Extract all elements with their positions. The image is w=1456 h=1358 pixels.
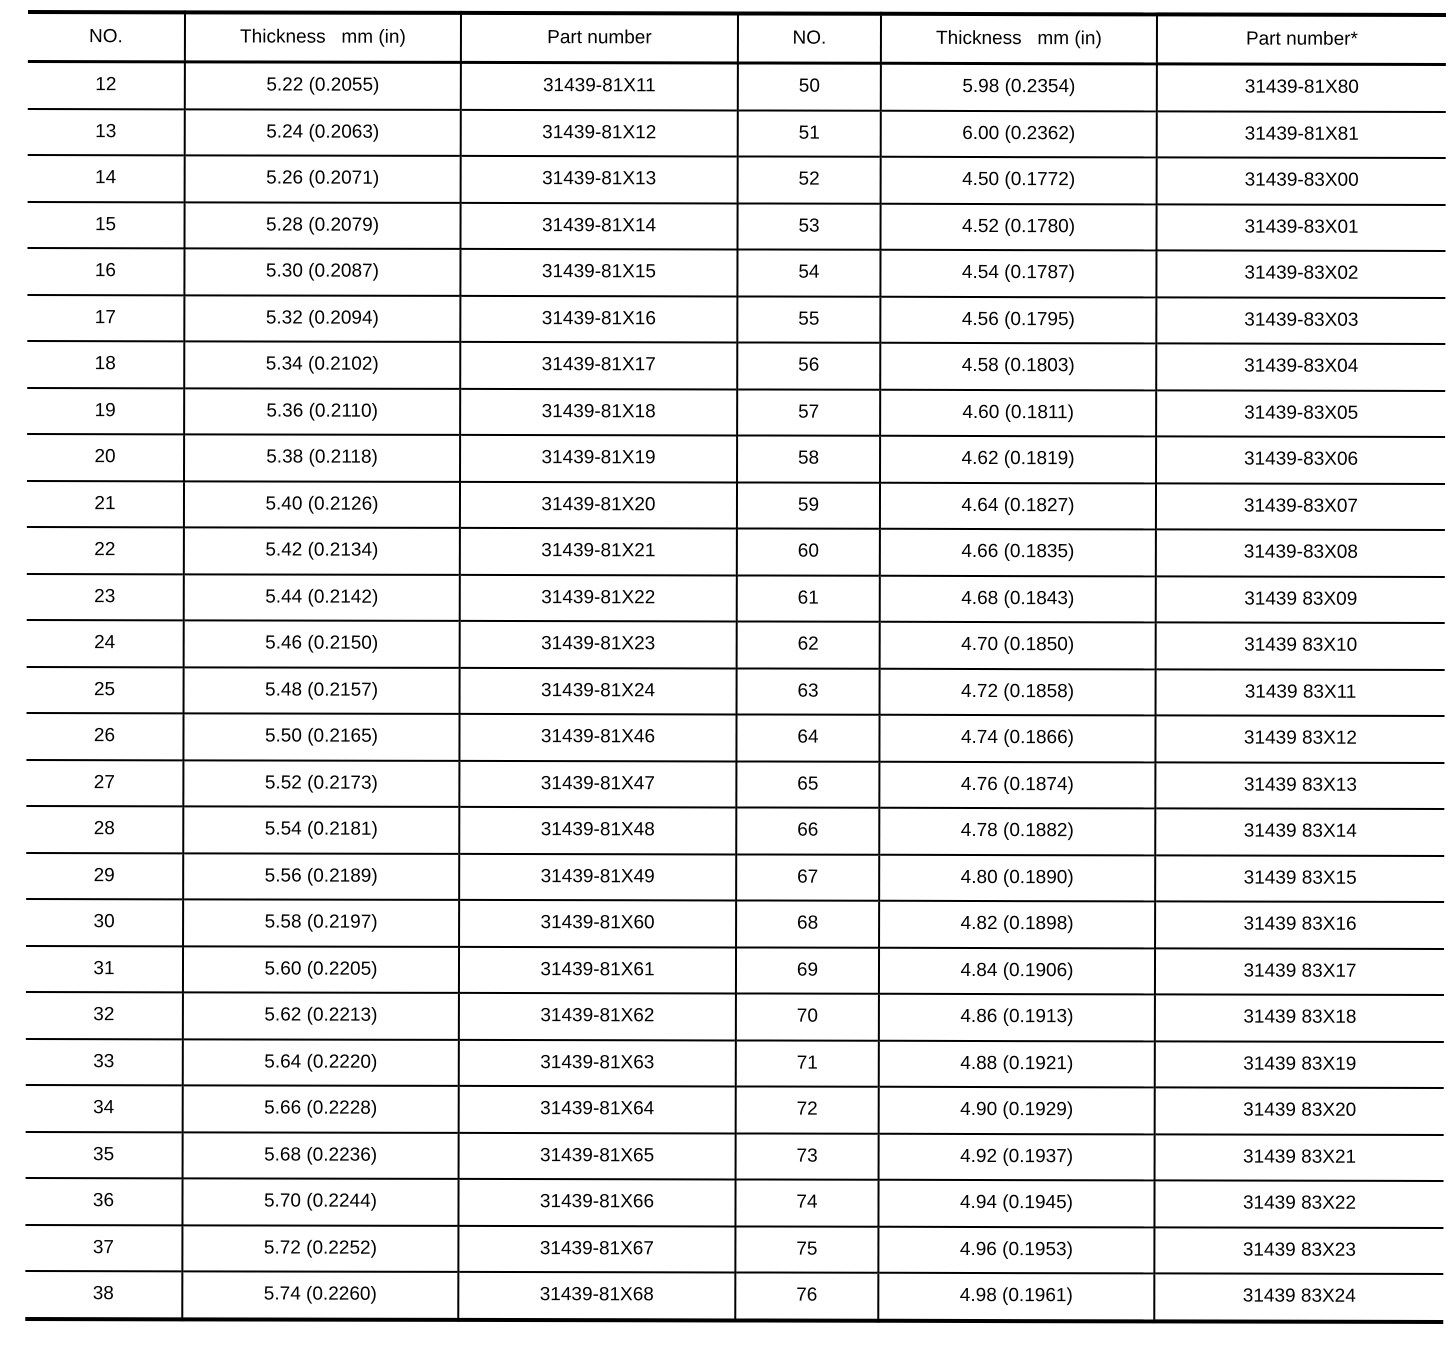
cell-thickness-right: 5.98 (0.2354) xyxy=(881,63,1157,111)
cell-part-number-left: 31439-81X49 xyxy=(459,853,736,900)
cell-no-left: 23 xyxy=(94,585,116,607)
cell-no-left: 25 xyxy=(93,678,116,700)
cell-part-number-right: 31439-83X04 xyxy=(1156,343,1445,390)
cell-no-right: 57 xyxy=(737,389,880,436)
cell-part-number-right: 31439 83X21 xyxy=(1155,1134,1444,1181)
cell-part-number-right: 31439 83X24 xyxy=(1154,1273,1443,1321)
cell-no-left: 32 xyxy=(93,1004,115,1026)
cell-thickness-right: 4.62 (0.1819) xyxy=(880,436,1156,483)
cell-no-right: 70 xyxy=(736,993,879,1040)
cell-part-number-right: 31439-83X06 xyxy=(1156,436,1445,483)
table-row xyxy=(28,155,1446,204)
cell-thickness-right: 4.88 (0.1921) xyxy=(879,1040,1155,1087)
cell-no-left: 19 xyxy=(94,399,116,421)
table-row xyxy=(26,852,1444,901)
cell-part-number-right: 31439 83X23 xyxy=(1154,1227,1443,1274)
cell-part-number-right: 31439 83X15 xyxy=(1155,855,1444,902)
cell-no-left: 15 xyxy=(94,213,117,235)
cell-part-number-left: 31439-81X68 xyxy=(458,1272,735,1320)
cell-part-number-right: 31439 83X11 xyxy=(1156,669,1445,716)
cell-no-left: 22 xyxy=(94,539,116,561)
cell-part-number-left: 31439-81X65 xyxy=(459,1132,736,1179)
table-row xyxy=(25,1271,1443,1321)
table-row xyxy=(27,480,1445,529)
cell-thickness-left: 5.40 (0.2126) xyxy=(184,481,460,528)
cell-no-left: 28 xyxy=(93,818,115,840)
cell-thickness-right: 4.76 (0.1874) xyxy=(879,761,1155,808)
header-thickness-right: Thickness mm (in) xyxy=(881,14,1157,64)
cell-no-left: 26 xyxy=(93,725,116,747)
cell-no-right: 54 xyxy=(737,249,880,296)
cell-thickness-left: 5.46 (0.2150) xyxy=(184,620,460,667)
cell-no-left: 14 xyxy=(95,167,117,189)
cell-part-number-left: 31439-81X48 xyxy=(459,807,736,854)
cell-part-number-right: 31439-83X03 xyxy=(1156,297,1445,344)
cell-thickness-right: 6.00 (0.2362) xyxy=(881,110,1157,157)
cell-part-number-right: 31439 83X17 xyxy=(1155,948,1444,995)
table-row xyxy=(26,899,1444,948)
cell-no-left: 16 xyxy=(94,260,117,282)
cell-no-right: 64 xyxy=(736,714,879,761)
cell-no-left: 17 xyxy=(94,306,116,328)
header-row xyxy=(28,12,1446,64)
cell-part-number-left: 31439-81X63 xyxy=(459,1039,736,1086)
cell-no-left: 20 xyxy=(94,446,116,468)
cell-no-left: 27 xyxy=(93,771,115,793)
cell-thickness-right: 4.58 (0.1803) xyxy=(880,343,1156,390)
cell-part-number-left: 31439-81X60 xyxy=(459,900,736,947)
header-thickness-left: Thickness mm (in) xyxy=(185,12,461,62)
cell-part-number-left: 31439-81X17 xyxy=(460,342,737,389)
cell-part-number-left: 31439-81X21 xyxy=(460,528,737,575)
cell-thickness-left: 5.34 (0.2102) xyxy=(184,341,460,388)
table-header xyxy=(28,12,1446,64)
cell-part-number-right: 31439-83X00 xyxy=(1157,157,1446,204)
table-row xyxy=(26,1131,1444,1180)
table-row xyxy=(28,108,1446,157)
cell-no-right: 72 xyxy=(736,1086,879,1133)
cell-thickness-left: 5.70 (0.2244) xyxy=(182,1178,458,1225)
cell-thickness-right: 4.98 (0.1961) xyxy=(878,1273,1154,1321)
cell-part-number-right: 31439 83X19 xyxy=(1155,1041,1444,1088)
header-no-right: NO. xyxy=(738,13,881,63)
cell-thickness-right: 4.64 (0.1827) xyxy=(880,482,1156,529)
cell-thickness-left: 5.38 (0.2118) xyxy=(184,434,460,481)
cell-part-number-right: 31439-81X80 xyxy=(1157,64,1446,112)
cell-part-number-right: 31439-83X05 xyxy=(1156,390,1445,437)
cell-no-right: 59 xyxy=(737,482,880,529)
cell-no-left: 34 xyxy=(93,1097,115,1119)
cell-thickness-right: 4.78 (0.1882) xyxy=(879,808,1155,855)
header-part-number-left: Part number xyxy=(461,13,738,63)
cell-thickness-left: 5.26 (0.2071) xyxy=(185,155,461,202)
cell-thickness-left: 5.22 (0.2055) xyxy=(185,62,461,110)
table-row xyxy=(27,527,1445,576)
cell-part-number-right: 31439-83X08 xyxy=(1156,529,1445,576)
cell-no-right: 58 xyxy=(737,435,880,482)
cell-no-left: 30 xyxy=(93,911,115,933)
cell-no-right: 63 xyxy=(737,668,880,715)
cell-no-right: 55 xyxy=(737,296,880,343)
cell-thickness-right: 4.54 (0.1787) xyxy=(880,250,1156,297)
cell-thickness-left: 5.62 (0.2213) xyxy=(183,992,459,1039)
cell-thickness-right: 4.74 (0.1866) xyxy=(879,715,1155,762)
cell-thickness-left: 5.58 (0.2197) xyxy=(183,899,459,946)
cell-no-right: 50 xyxy=(738,63,881,110)
cell-thickness-left: 5.36 (0.2110) xyxy=(184,388,460,435)
cell-no-right: 51 xyxy=(738,110,881,157)
table-row xyxy=(26,713,1444,762)
cell-part-number-left: 31439-81X61 xyxy=(459,946,736,993)
cell-part-number-right: 31439 83X22 xyxy=(1154,1180,1443,1227)
table-row xyxy=(27,341,1445,390)
cell-thickness-right: 4.94 (0.1945) xyxy=(878,1180,1154,1227)
cell-part-number-left: 31439-81X62 xyxy=(459,993,736,1040)
header-part-number-right: Part number* xyxy=(1157,14,1446,64)
cell-thickness-left: 5.48 (0.2157) xyxy=(184,667,460,714)
cell-thickness-left: 5.30 (0.2087) xyxy=(184,248,460,295)
cell-no-left: 31 xyxy=(93,957,115,979)
cell-thickness-left: 5.74 (0.2260) xyxy=(182,1271,458,1319)
table-row xyxy=(26,806,1444,855)
table-row xyxy=(27,666,1445,715)
cell-part-number-left: 31439-81X20 xyxy=(460,481,737,528)
cell-no-left: 33 xyxy=(93,1050,115,1072)
cell-thickness-left: 5.64 (0.2220) xyxy=(183,1039,459,1086)
cell-part-number-right: 31439 83X09 xyxy=(1156,576,1445,623)
cell-no-right: 61 xyxy=(737,575,880,622)
cell-no-left: 29 xyxy=(93,864,115,886)
cell-no-right: 60 xyxy=(737,528,880,575)
cell-no-left: 35 xyxy=(93,1143,115,1165)
cell-part-number-left: 31439-81X13 xyxy=(461,156,738,203)
cell-thickness-right: 4.90 (0.1929) xyxy=(879,1087,1155,1134)
shim-thickness-table xyxy=(25,10,1446,1323)
cell-part-number-right: 31439 83X20 xyxy=(1155,1087,1444,1134)
cell-part-number-left: 31439-81X46 xyxy=(459,714,736,761)
table-row xyxy=(28,61,1446,111)
table-row xyxy=(27,387,1445,436)
cell-no-right: 67 xyxy=(736,854,879,901)
cell-part-number-left: 31439-81X16 xyxy=(460,295,737,342)
cell-thickness-left: 5.42 (0.2134) xyxy=(184,527,460,574)
cell-part-number-left: 31439-81X14 xyxy=(461,202,738,249)
cell-thickness-right: 4.92 (0.1937) xyxy=(879,1133,1155,1180)
cell-part-number-right: 31439 83X10 xyxy=(1156,622,1445,669)
table-row xyxy=(26,1038,1444,1087)
cell-thickness-right: 4.96 (0.1953) xyxy=(878,1226,1154,1273)
cell-part-number-right: 31439-83X02 xyxy=(1156,250,1445,297)
cell-thickness-left: 5.32 (0.2094) xyxy=(184,295,460,342)
cell-part-number-right: 31439-83X07 xyxy=(1156,483,1445,530)
cell-thickness-left: 5.44 (0.2142) xyxy=(184,574,460,621)
cell-part-number-left: 31439-81X23 xyxy=(460,621,737,668)
cell-no-left: 36 xyxy=(92,1190,115,1212)
cell-thickness-right: 4.84 (0.1906) xyxy=(879,947,1155,994)
cell-no-left: 38 xyxy=(92,1283,114,1305)
cell-thickness-left: 5.56 (0.2189) xyxy=(183,853,459,900)
cell-part-number-left: 31439-81X64 xyxy=(459,1086,736,1133)
cell-thickness-right: 4.70 (0.1850) xyxy=(880,622,1156,669)
cell-part-number-left: 31439-81X24 xyxy=(460,667,737,714)
cell-thickness-right: 4.60 (0.1811) xyxy=(880,389,1156,436)
cell-part-number-right: 31439-83X01 xyxy=(1156,204,1445,251)
cell-thickness-left: 5.54 (0.2181) xyxy=(183,806,459,853)
cell-thickness-right: 4.72 (0.1858) xyxy=(880,668,1156,715)
cell-part-number-left: 31439-81X66 xyxy=(458,1179,735,1226)
cell-no-right: 66 xyxy=(736,807,879,854)
shim-table-container xyxy=(25,10,1446,1323)
table-body xyxy=(25,61,1446,1321)
cell-part-number-left: 31439-81X18 xyxy=(460,388,737,435)
cell-part-number-left: 31439-81X47 xyxy=(459,760,736,807)
cell-no-left: 13 xyxy=(95,120,117,142)
cell-thickness-right: 4.82 (0.1898) xyxy=(879,901,1155,948)
cell-thickness-right: 4.68 (0.1843) xyxy=(880,575,1156,622)
cell-part-number-left: 31439-81X19 xyxy=(460,435,737,482)
cell-thickness-left: 5.24 (0.2063) xyxy=(185,109,461,156)
cell-no-right: 73 xyxy=(736,1133,879,1180)
cell-thickness-left: 5.72 (0.2252) xyxy=(182,1225,458,1272)
cell-no-left: 24 xyxy=(94,632,116,654)
cell-no-right: 69 xyxy=(736,947,879,994)
table-row xyxy=(25,1224,1443,1273)
cell-thickness-left: 5.52 (0.2173) xyxy=(183,760,459,807)
cell-no-right: 71 xyxy=(736,1040,879,1087)
cell-part-number-right: 31439 83X16 xyxy=(1155,901,1444,948)
table-row xyxy=(27,434,1445,483)
table-row xyxy=(27,294,1445,343)
table-row xyxy=(25,1178,1443,1227)
cell-part-number-left: 31439-81X15 xyxy=(460,249,737,296)
cell-thickness-left: 5.66 (0.2228) xyxy=(183,1085,459,1132)
table-row xyxy=(26,945,1444,994)
cell-thickness-right: 4.80 (0.1890) xyxy=(879,854,1155,901)
table-row xyxy=(27,573,1445,622)
cell-part-number-right: 31439 83X14 xyxy=(1155,808,1444,855)
cell-part-number-right: 31439 83X18 xyxy=(1155,994,1444,1041)
cell-no-right: 74 xyxy=(735,1179,878,1226)
cell-thickness-right: 4.52 (0.1780) xyxy=(880,203,1156,250)
cell-no-right: 65 xyxy=(736,761,879,808)
cell-no-right: 53 xyxy=(738,203,881,250)
header-no-left: NO. xyxy=(89,26,123,48)
cell-no-left: 12 xyxy=(95,74,117,96)
cell-thickness-right: 4.50 (0.1772) xyxy=(881,157,1157,204)
table-row xyxy=(27,620,1445,669)
cell-part-number-left: 31439-81X67 xyxy=(458,1225,735,1272)
cell-thickness-left: 5.60 (0.2205) xyxy=(183,946,459,993)
cell-thickness-left: 5.68 (0.2236) xyxy=(183,1132,459,1179)
cell-no-left: 37 xyxy=(92,1236,114,1258)
cell-no-left: 18 xyxy=(94,353,116,375)
cell-part-number-left: 31439-81X22 xyxy=(460,574,737,621)
cell-no-right: 56 xyxy=(737,342,880,389)
table-row xyxy=(26,759,1444,808)
table-row xyxy=(28,201,1446,250)
cell-part-number-right: 31439-81X81 xyxy=(1157,111,1446,158)
cell-thickness-right: 4.56 (0.1795) xyxy=(880,296,1156,343)
cell-thickness-right: 4.86 (0.1913) xyxy=(879,994,1155,1041)
cell-part-number-right: 31439 83X12 xyxy=(1155,715,1444,762)
table-row xyxy=(26,992,1444,1041)
cell-no-left: 21 xyxy=(94,492,116,514)
cell-thickness-right: 4.66 (0.1835) xyxy=(880,529,1156,576)
cell-no-right: 75 xyxy=(735,1226,878,1273)
cell-part-number-left: 31439-81X11 xyxy=(461,62,738,110)
cell-no-right: 52 xyxy=(738,156,881,203)
cell-no-right: 62 xyxy=(737,621,880,668)
cell-no-right: 68 xyxy=(736,900,879,947)
table-row xyxy=(26,1085,1444,1134)
cell-thickness-left: 5.28 (0.2079) xyxy=(185,202,461,249)
cell-no-right: 76 xyxy=(735,1272,878,1320)
table-row xyxy=(27,248,1445,297)
cell-part-number-right: 31439 83X13 xyxy=(1155,762,1444,809)
cell-part-number-left: 31439-81X12 xyxy=(461,109,738,156)
cell-thickness-left: 5.50 (0.2165) xyxy=(183,713,459,760)
